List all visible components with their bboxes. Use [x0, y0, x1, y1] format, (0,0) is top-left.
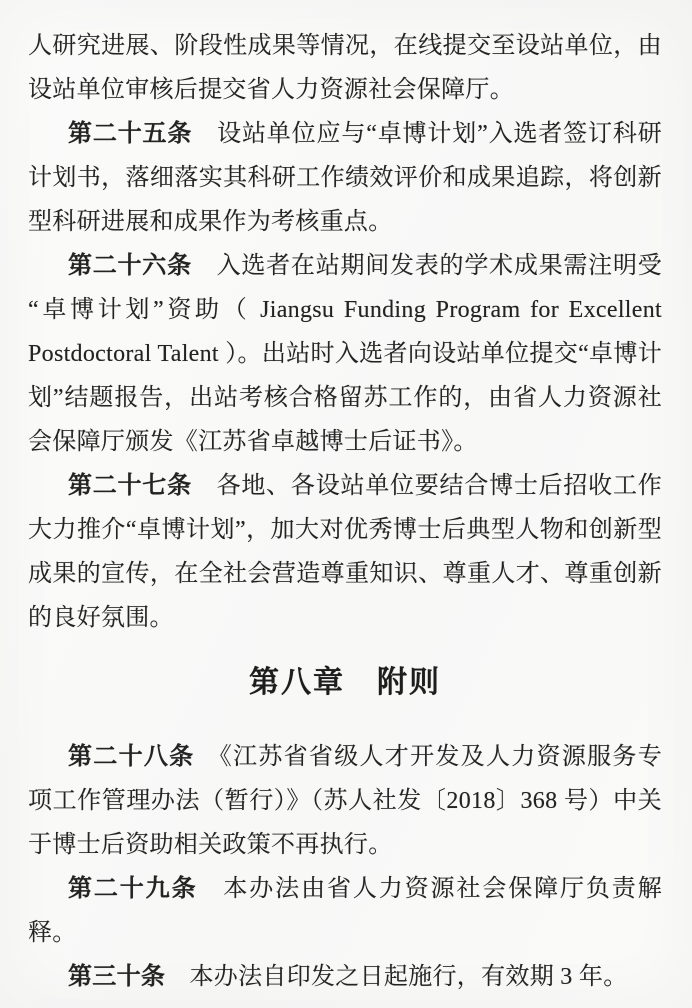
body-text: 设站单位应与“卓博计划”入选者签订科研计划书，落细落实其科研工作绩效评价和成果追踪，将创新型科研进展和成果作为考核重点。	[28, 121, 662, 235]
paragraph	[28, 464, 662, 640]
body-text: 各地、各设站单位要结合博士后招收工作大力推介“卓博计划”，加大对优秀博士后典型人物和创新型成果的宣传，在全社会营造尊重知识、尊重人才、尊重创新的良好氛围。	[28, 473, 663, 631]
article-number: 第二十五条	[68, 120, 193, 147]
paragraph	[28, 112, 662, 244]
article-number: 第二十八条	[68, 743, 195, 770]
paragraph	[28, 955, 662, 999]
body-text: 本办法由省人力资源社会保障厅负责解释。	[28, 876, 663, 946]
paragraph	[28, 244, 662, 464]
paragraph	[28, 867, 662, 955]
body-text: 人研究进展、阶段性成果等情况，在线提交至设站单位，由设站单位审核后提交省人力资源社会保障厅。	[28, 33, 662, 103]
article-number: 第二十九条	[68, 875, 198, 902]
article-number: 第三十条	[68, 963, 166, 990]
chapter-heading	[28, 658, 662, 708]
body-text: 《江苏省省级人才开发及人力资源服务专项工作管理办法（暂行）》（苏人社发〔2018〕368 号）中关于博士后资助相关政策不再执行。	[28, 744, 663, 858]
paragraph	[28, 735, 662, 867]
paragraph	[28, 24, 662, 112]
article-number: 第二十七条	[68, 472, 192, 499]
article-number: 第八章 附则	[249, 666, 441, 699]
article-number: 第二十六条	[68, 252, 192, 279]
body-text: 入选者在站期间发表的学术成果需注明受“卓博计划”资助（ Jiangsu Funding Program for Excellent Postdoctoral Talent ）。出站时入选者向设站单位提交“卓博计划”结题报告，出站考核合格留苏工作的，由省人力资源社会保障厅颁发《江苏省卓越博士后证书》。	[28, 253, 663, 455]
body-text: 本办法自印发之日起施行，有效期 3 年。	[165, 964, 628, 990]
